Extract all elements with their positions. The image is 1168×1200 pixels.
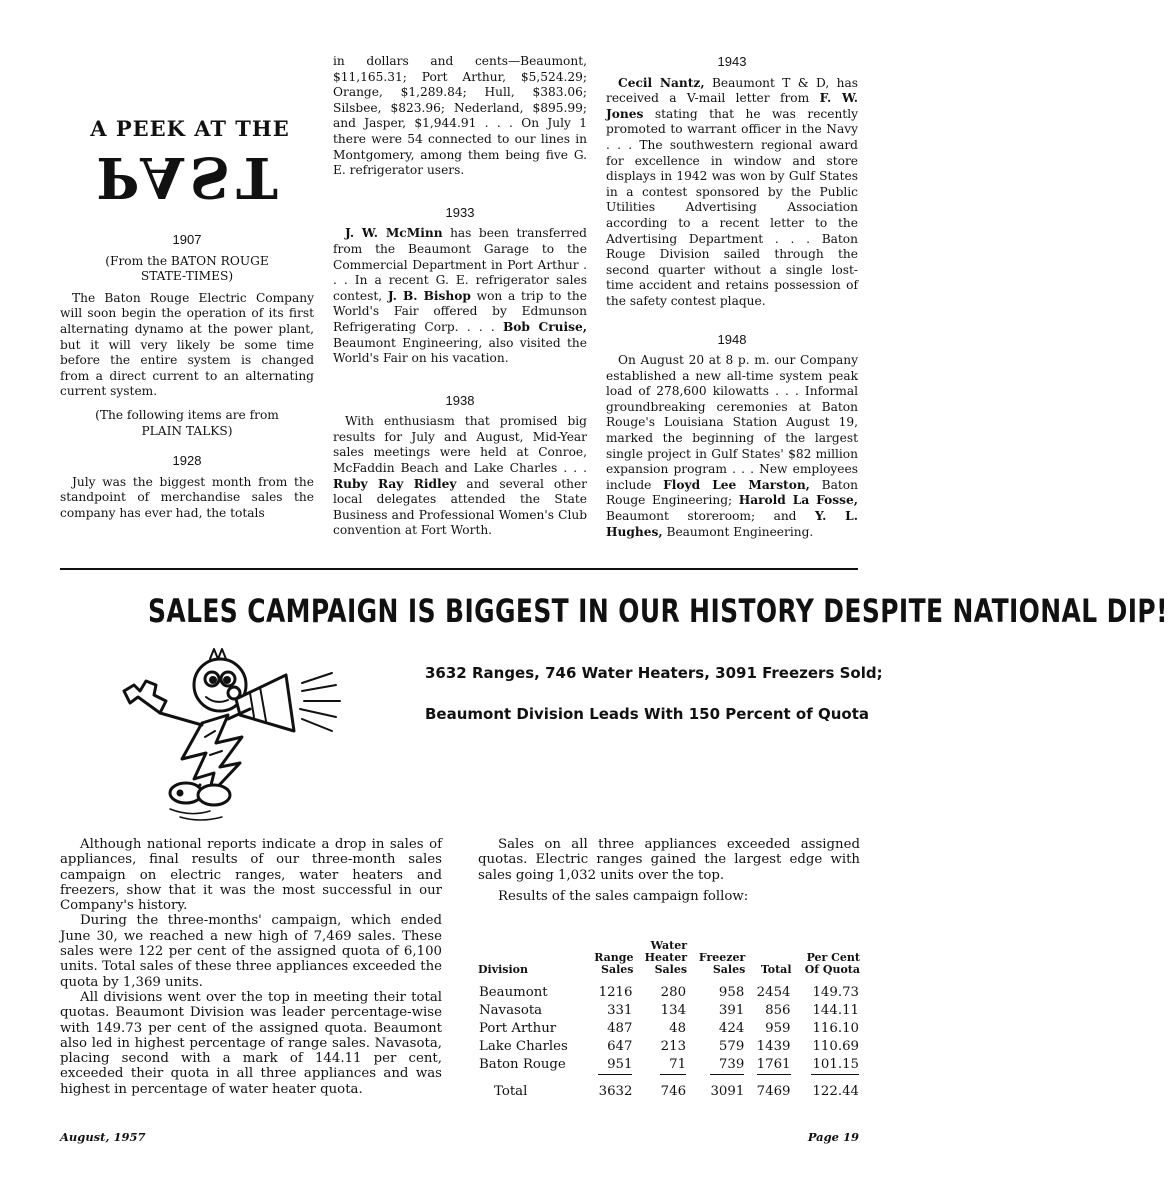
name-nantz: Cecil Nantz, bbox=[618, 75, 705, 90]
cell-total-label: Total bbox=[494, 1084, 528, 1099]
cell-freezer-sales: 424 bbox=[718, 1021, 745, 1036]
mascot-foot-right bbox=[198, 785, 230, 805]
year-heading-1943: 1943 bbox=[717, 54, 747, 69]
cell-water-heater-sales: 71 bbox=[669, 1057, 687, 1072]
name-mcminn: J. W. McMinn bbox=[345, 226, 443, 241]
text-1933-b: won a trip to the World's Fair offered by Edmunson Refrigerating Corp. . . . bbox=[333, 288, 587, 334]
cell-per-cent: 122.44 bbox=[812, 1084, 859, 1099]
name-hughes: Y. L. Hughes, bbox=[606, 509, 858, 539]
mascot-hand bbox=[124, 681, 166, 713]
peek-column-2 bbox=[333, 54, 587, 539]
year-heading-1933: 1933 bbox=[445, 204, 475, 220]
table-row bbox=[476, 1002, 862, 1020]
cell-total: 2454 bbox=[756, 985, 791, 1000]
text-1907: The Baton Rouge Electric Company will soon begin the operation of its first alternating dynamo at the power plant, but it will very likely be some time before the entire system is changed from a direct current to an alternating current system. bbox=[60, 290, 314, 399]
subheadline-1: 3632 Ranges, 746 Water Heaters, 3091 Freezers Sold; bbox=[425, 664, 883, 682]
cell-division: Navasota bbox=[479, 1003, 543, 1018]
text-1943 bbox=[606, 76, 858, 310]
cell-range-sales: 647 bbox=[607, 1039, 633, 1054]
cell-division: Beaumont bbox=[479, 985, 548, 1000]
cell-per-cent: 110.69 bbox=[812, 1039, 859, 1054]
year-heading-1907: 1907 bbox=[172, 232, 202, 247]
article-column-left bbox=[60, 837, 442, 1097]
table-row bbox=[476, 984, 862, 1002]
header-total: Total bbox=[760, 963, 792, 976]
cell-freezer-sales: 391 bbox=[718, 1003, 745, 1018]
footer-page-number: Page 19 bbox=[807, 1130, 859, 1144]
section-kicker: A PEEK AT THE bbox=[90, 116, 290, 141]
source-note-plain-talks: (The following items are from PLAIN TALKS) bbox=[95, 407, 279, 438]
text-1948-d: Beaumont Engineering. bbox=[662, 524, 814, 539]
text-1938-b: and several other local delegates attended the State Business and Professional Women's Club convention at Fort Worth. bbox=[333, 476, 587, 538]
cell-range-sales: 331 bbox=[607, 1003, 633, 1018]
cell-range-sales: 487 bbox=[607, 1021, 633, 1036]
name-jones: F. W. Jones bbox=[606, 91, 858, 121]
cell-per-cent: 149.73 bbox=[812, 985, 859, 1000]
header-division: Division bbox=[478, 963, 528, 976]
cell-total: 1761 bbox=[756, 1057, 791, 1072]
article-paragraph-1: Although national reports indicate a drop in sales of appliances, final results of our three-month sales campaign on electric ranges, water heaters and freezers, show that it was the most successful in our Company's history. bbox=[60, 837, 442, 914]
text-1948-b: Baton Rouge Engineering; bbox=[606, 477, 858, 508]
cell-total: 1439 bbox=[756, 1039, 791, 1054]
article-paragraph-5: Results of the sales campaign follow: bbox=[498, 888, 749, 904]
text-1938 bbox=[333, 414, 587, 539]
article-paragraph-4: Sales on all three appliances exceeded assigned quotas. Electric ranges gained the largest edge with sales going 1,032 units over the top. bbox=[478, 837, 860, 883]
cell-total: 959 bbox=[765, 1021, 791, 1036]
cell-total: 856 bbox=[765, 1003, 791, 1018]
cell-range-sales: 951 bbox=[607, 1057, 633, 1072]
text-1933-c: Beaumont Engineering, also visited the World's Fair on his vacation. bbox=[333, 335, 587, 366]
reddy-kilowatt-illustration bbox=[110, 645, 360, 825]
table-total-row bbox=[476, 1075, 862, 1101]
article-paragraph-3: All divisions went over the top in meeting their total quotas. Beaumont Division was leader percentage-wise with 149.73 per cent of the assigned quota. Beaumont also led in highest percentage of range sales. Navasota, placing second with a mark of 144.11 per cent, exceeded their quota in all three appliances and was highest in percentage of water heater quota. bbox=[60, 989, 442, 1097]
section-divider bbox=[60, 568, 858, 570]
table-header-row bbox=[476, 940, 862, 984]
section-title-inverted: PAST bbox=[96, 144, 284, 210]
cell-freezer-sales: 3091 bbox=[710, 1084, 745, 1099]
header-water-heater-sales: Water Heater Sales bbox=[644, 939, 688, 976]
cell-per-cent: 101.15 bbox=[812, 1057, 859, 1072]
year-heading-1928: 1928 bbox=[172, 453, 202, 469]
cell-water-heater-sales: 134 bbox=[660, 1003, 687, 1018]
year-heading-1948: 1948 bbox=[717, 331, 747, 347]
cell-total: 7469 bbox=[756, 1084, 791, 1099]
name-ridley: Ruby Ray Ridley bbox=[333, 476, 457, 491]
subheadline-2: Beaumont Division Leads With 150 Percent of Quota bbox=[425, 705, 870, 723]
cell-range-sales: 1216 bbox=[598, 985, 633, 1000]
cell-freezer-sales: 958 bbox=[718, 985, 745, 1000]
text-1938-a: With enthusiasm that promised big results for July and August, Mid-Year sales meetings were held at Conroe, McFaddin Beach and Lake Charles . . . bbox=[333, 414, 587, 476]
cell-per-cent: 116.10 bbox=[812, 1021, 859, 1036]
article-paragraph-2: During the three-months' campaign, which ended June 30, we reached a new high of 7,469 sales. These sales were 122 per cent of the assigned quota of 6,100 units. Total sales of these three appliances exceeded the quota by 1,369 units. bbox=[60, 913, 442, 990]
name-cruise: Bob Cruise, bbox=[503, 319, 587, 334]
text-1933 bbox=[333, 226, 587, 366]
cell-water-heater-sales: 280 bbox=[660, 985, 687, 1000]
text-1943-b: stating that he was recently promoted to warrant officer in the Navy . . . The southwestern regional award for excellence in window and store displays in 1942 was won by Gulf States in a contest sponsored by the Public Utilities Advertising Association according to a recent letter to the Advertising Department . . . Baton Rouge Division sailed through the second quarter without a single lost-time accident and retains possession of the safety contest plaque. bbox=[606, 106, 858, 308]
header-per-cent-of-quota: Per Cent Of Quota bbox=[804, 951, 860, 976]
cell-freezer-sales: 579 bbox=[718, 1039, 745, 1054]
text-1928-part-1: July was the biggest month from the standpoint of merchandise sales the company has ever had, the totals bbox=[60, 474, 314, 520]
source-note-state-times: (From the BATON ROUGE STATE-TIMES) bbox=[105, 253, 269, 284]
cell-freezer-sales: 739 bbox=[718, 1057, 745, 1072]
article-column-right bbox=[478, 837, 860, 904]
peek-column-3 bbox=[606, 54, 858, 540]
cell-per-cent: 144.11 bbox=[812, 1003, 859, 1018]
cell-water-heater-sales: 213 bbox=[660, 1039, 687, 1054]
table-row bbox=[476, 1038, 862, 1056]
cell-range-sales: 3632 bbox=[598, 1084, 633, 1099]
name-marston: Floyd Lee Marston, bbox=[663, 477, 810, 492]
name-fosse: Harold La Fosse, bbox=[738, 493, 859, 508]
article-headline: SALES CAMPAIGN IS BIGGEST IN OUR HISTORY DESPITE NATIONAL DIP! bbox=[148, 592, 1168, 630]
sales-results-table bbox=[476, 940, 862, 1101]
text-1948-a: On August 20 at 8 p. m. our Company established a new all-time system peak load of 278,600 kilowatts . . . Informal groundbreaking ceremonies at Baton Rouge's Louisiana Station August 19, marked the beginning of the largest single project in Gulf States' $82 million expansion program . . . New employees include bbox=[606, 353, 858, 492]
year-heading-1938: 1938 bbox=[445, 392, 475, 408]
name-bishop: J. B. Bishop bbox=[387, 288, 471, 303]
table-row bbox=[476, 1056, 862, 1074]
cell-division: Port Arthur bbox=[479, 1021, 557, 1036]
cell-water-heater-sales: 746 bbox=[660, 1084, 687, 1099]
text-1943-a: Beaumont T & D, has received a V-mail letter from bbox=[606, 75, 858, 106]
header-range-sales: Range Sales bbox=[594, 951, 634, 976]
header-freezer-sales: Freezer Sales bbox=[698, 951, 746, 976]
text-1948-c: Beaumont storeroom; and bbox=[606, 509, 815, 524]
text-1948 bbox=[606, 353, 858, 540]
footer-date: August, 1957 bbox=[60, 1130, 146, 1144]
cell-water-heater-sales: 48 bbox=[669, 1021, 687, 1036]
cell-division: Lake Charles bbox=[479, 1039, 568, 1054]
cell-division: Baton Rouge bbox=[479, 1057, 566, 1072]
peek-column-1 bbox=[60, 222, 314, 522]
text-1933-a: has been transferred from the Beaumont Garage to the Commercial Department in Port Arthur . . . In a recent G. E. refrigerator sales contest, bbox=[333, 226, 587, 303]
text-1928-part-2: in dollars and cents—Beaumont, $11,165.31; Port Arthur, $5,524.29; Orange, $1,289.84; Hull, $383.06; Silsbee, $823.96; Nederland, $895.99; and Jasper, $1,944.91 . . . On July 1 there were 54 connected to our lines in Montgomery, among them being five G. E. refrigerator users. bbox=[333, 54, 587, 178]
table-row bbox=[476, 1020, 862, 1038]
